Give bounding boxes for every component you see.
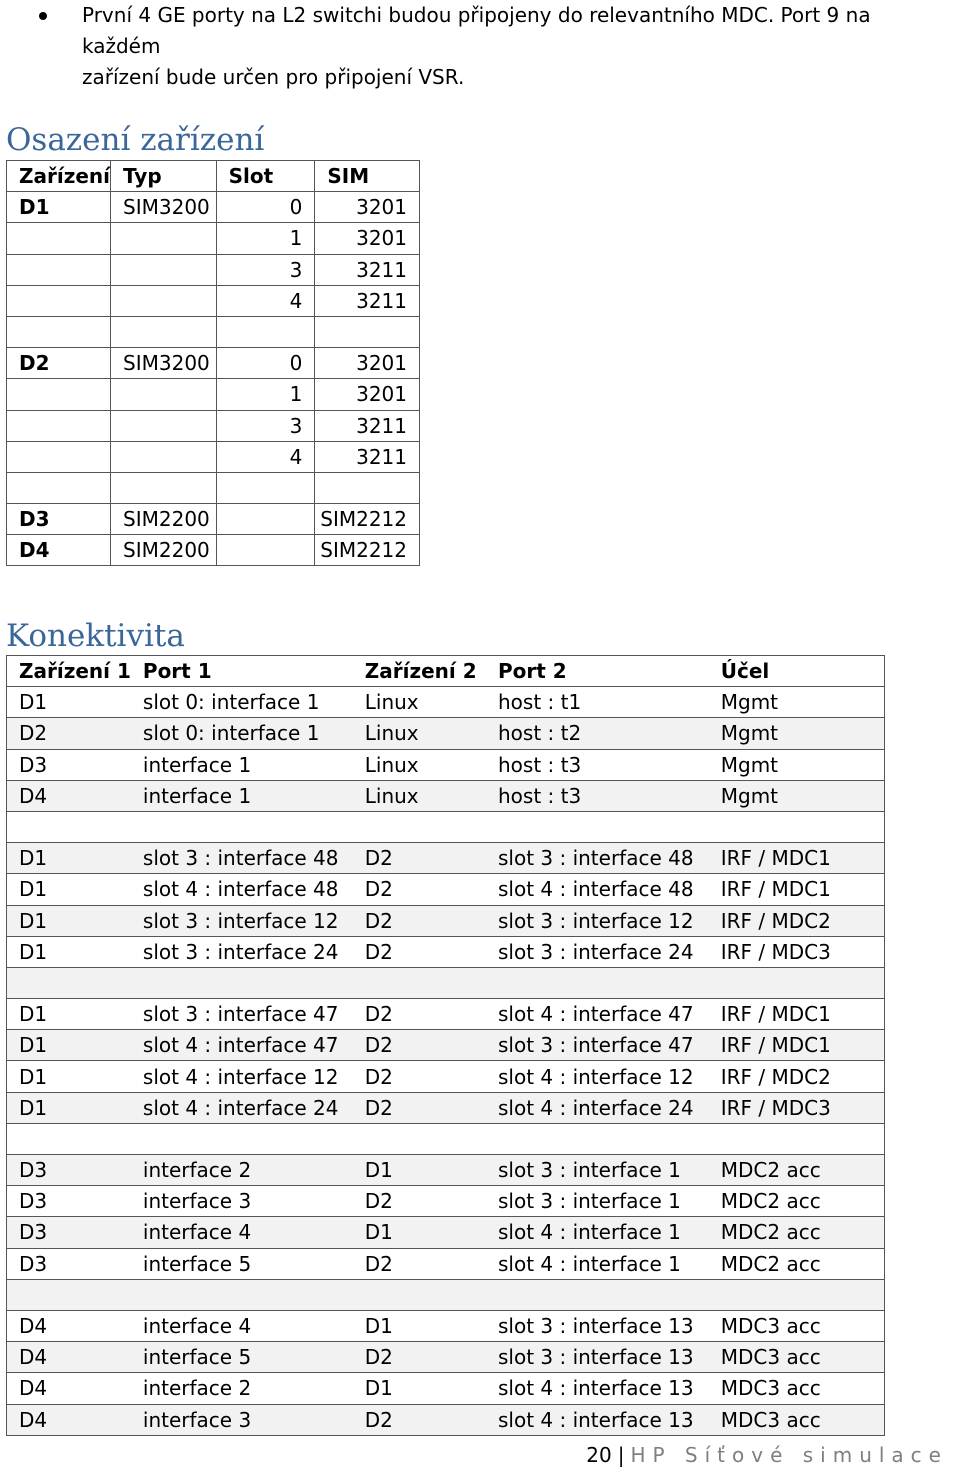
equipment-table bbox=[6, 160, 420, 566]
connectivity-cell-device2: Linux bbox=[353, 718, 486, 749]
equipment-cell-type bbox=[111, 472, 217, 503]
equipment-cell-sim: 3211 bbox=[315, 254, 420, 285]
connectivity-cell-port2: slot 4 : interface 12 bbox=[486, 1061, 709, 1092]
connectivity-cell-port1: slot 0: interface 1 bbox=[131, 687, 353, 718]
connectivity-cell-port1: interface 2 bbox=[131, 1155, 353, 1186]
connectivity-header-port1: Port 1 bbox=[131, 656, 353, 687]
connectivity-cell-port2: slot 3 : interface 13 bbox=[486, 1310, 709, 1341]
connectivity-cell-purpose: IRF / MDC1 bbox=[709, 874, 885, 905]
equipment-header-slot: Slot bbox=[216, 161, 315, 192]
connectivity-row bbox=[7, 843, 885, 874]
footer-document-title: HP Síťové simulace bbox=[630, 1443, 948, 1467]
connectivity-cell-port1: interface 4 bbox=[131, 1310, 353, 1341]
equipment-cell-slot: 0 bbox=[216, 348, 315, 379]
connectivity-cell-device2: Linux bbox=[353, 780, 486, 811]
connectivity-cell-port1: slot 3 : interface 24 bbox=[131, 936, 353, 967]
connectivity-cell-port1: slot 4 : interface 48 bbox=[131, 874, 353, 905]
connectivity-row bbox=[7, 999, 885, 1030]
connectivity-row bbox=[7, 1030, 885, 1061]
equipment-cell-sim bbox=[315, 472, 420, 503]
equipment-cell-slot bbox=[216, 535, 315, 566]
equipment-cell-type: SIM3200 bbox=[111, 192, 217, 223]
connectivity-cell-port2: slot 4 : interface 47 bbox=[486, 999, 709, 1030]
connectivity-cell-port2: slot 4 : interface 24 bbox=[486, 1092, 709, 1123]
page-number: 20 bbox=[586, 1443, 612, 1467]
equipment-cell-device bbox=[7, 254, 111, 285]
connectivity-cell-port2: slot 3 : interface 24 bbox=[486, 936, 709, 967]
connectivity-cell-device1: D1 bbox=[7, 1061, 131, 1092]
equipment-cell-slot bbox=[216, 472, 315, 503]
connectivity-cell-device1 bbox=[7, 1123, 131, 1154]
connectivity-cell-port1 bbox=[131, 1279, 353, 1310]
connectivity-cell-port2: host : t2 bbox=[486, 718, 709, 749]
connectivity-row bbox=[7, 1342, 885, 1373]
connectivity-cell-port1: interface 4 bbox=[131, 1217, 353, 1248]
equipment-header-device: Zařízení bbox=[7, 161, 111, 192]
connectivity-header-purpose: Účel bbox=[709, 656, 885, 687]
equipment-cell-sim: 3211 bbox=[315, 410, 420, 441]
connectivity-cell-device1: D3 bbox=[7, 1217, 131, 1248]
equipment-cell-slot bbox=[216, 316, 315, 347]
equipment-cell-device bbox=[7, 316, 111, 347]
equipment-cell-sim: 3201 bbox=[315, 379, 420, 410]
equipment-cell-sim: 3201 bbox=[315, 223, 420, 254]
connectivity-cell-device2: D2 bbox=[353, 874, 486, 905]
connectivity-cell-purpose: MDC3 acc bbox=[709, 1310, 885, 1341]
connectivity-cell-device1: D1 bbox=[7, 1030, 131, 1061]
equipment-row bbox=[7, 223, 420, 254]
connectivity-cell-device1 bbox=[7, 967, 131, 998]
connectivity-cell-port2 bbox=[486, 1279, 709, 1310]
equipment-row bbox=[7, 472, 420, 503]
connectivity-cell-purpose: Mgmt bbox=[709, 687, 885, 718]
connectivity-cell-device2: D2 bbox=[353, 1342, 486, 1373]
connectivity-cell-purpose: Mgmt bbox=[709, 749, 885, 780]
equipment-cell-sim: 3211 bbox=[315, 285, 420, 316]
equipment-cell-device: D3 bbox=[7, 504, 111, 535]
connectivity-cell-purpose: MDC2 acc bbox=[709, 1186, 885, 1217]
equipment-cell-type: SIM3200 bbox=[111, 348, 217, 379]
equipment-row bbox=[7, 254, 420, 285]
equipment-cell-type bbox=[111, 441, 217, 472]
connectivity-row bbox=[7, 718, 885, 749]
connectivity-cell-device2: D2 bbox=[353, 1186, 486, 1217]
connectivity-cell-device1 bbox=[7, 1279, 131, 1310]
equipment-cell-slot: 0 bbox=[216, 192, 315, 223]
connectivity-cell-port1: slot 4 : interface 47 bbox=[131, 1030, 353, 1061]
connectivity-cell-device2: Linux bbox=[353, 749, 486, 780]
connectivity-header-row bbox=[7, 656, 885, 687]
connectivity-cell-port1: slot 3 : interface 48 bbox=[131, 843, 353, 874]
connectivity-cell-device2 bbox=[353, 811, 486, 842]
equipment-cell-device bbox=[7, 472, 111, 503]
connectivity-cell-device2: D2 bbox=[353, 1404, 486, 1435]
equipment-cell-sim: 3201 bbox=[315, 192, 420, 223]
connectivity-cell-device2: D2 bbox=[353, 1061, 486, 1092]
connectivity-cell-port1: interface 5 bbox=[131, 1248, 353, 1279]
connectivity-cell-device1: D3 bbox=[7, 1155, 131, 1186]
equipment-cell-device bbox=[7, 410, 111, 441]
connectivity-row bbox=[7, 780, 885, 811]
bullet-dot-icon bbox=[39, 12, 47, 20]
connectivity-cell-port1: slot 4 : interface 12 bbox=[131, 1061, 353, 1092]
equipment-cell-slot: 1 bbox=[216, 379, 315, 410]
connectivity-cell-port2: slot 3 : interface 1 bbox=[486, 1155, 709, 1186]
equipment-row bbox=[7, 410, 420, 441]
connectivity-cell-purpose: MDC2 acc bbox=[709, 1248, 885, 1279]
connectivity-cell-purpose: IRF / MDC1 bbox=[709, 843, 885, 874]
connectivity-cell-device2: D2 bbox=[353, 999, 486, 1030]
connectivity-row bbox=[7, 749, 885, 780]
connectivity-cell-port1: slot 0: interface 1 bbox=[131, 718, 353, 749]
connectivity-row bbox=[7, 1092, 885, 1123]
connectivity-cell-device1: D1 bbox=[7, 874, 131, 905]
connectivity-cell-port2: slot 3 : interface 1 bbox=[486, 1186, 709, 1217]
connectivity-cell-port2: slot 3 : interface 13 bbox=[486, 1342, 709, 1373]
connectivity-cell-purpose: MDC2 acc bbox=[709, 1217, 885, 1248]
equipment-cell-device bbox=[7, 441, 111, 472]
connectivity-row bbox=[7, 874, 885, 905]
connectivity-row bbox=[7, 687, 885, 718]
equipment-row bbox=[7, 441, 420, 472]
connectivity-cell-device1: D4 bbox=[7, 1404, 131, 1435]
connectivity-cell-purpose: MDC2 acc bbox=[709, 1155, 885, 1186]
connectivity-cell-device1: D4 bbox=[7, 1310, 131, 1341]
connectivity-cell-device1: D1 bbox=[7, 999, 131, 1030]
connectivity-cell-purpose: IRF / MDC1 bbox=[709, 1030, 885, 1061]
connectivity-cell-device1: D4 bbox=[7, 780, 131, 811]
equipment-cell-slot: 3 bbox=[216, 254, 315, 285]
connectivity-cell-purpose bbox=[709, 1123, 885, 1154]
connectivity-cell-device2 bbox=[353, 967, 486, 998]
connectivity-cell-port2: slot 4 : interface 13 bbox=[486, 1404, 709, 1435]
connectivity-cell-port2: host : t3 bbox=[486, 749, 709, 780]
connectivity-cell-purpose: IRF / MDC3 bbox=[709, 936, 885, 967]
connectivity-cell-device1: D3 bbox=[7, 749, 131, 780]
connectivity-cell-purpose: IRF / MDC3 bbox=[709, 1092, 885, 1123]
connectivity-cell-purpose: MDC3 acc bbox=[709, 1373, 885, 1404]
footer-separator: | bbox=[617, 1443, 625, 1467]
equipment-cell-device: D4 bbox=[7, 535, 111, 566]
connectivity-cell-port1: slot 3 : interface 12 bbox=[131, 905, 353, 936]
equipment-cell-slot bbox=[216, 504, 315, 535]
equipment-cell-slot: 1 bbox=[216, 223, 315, 254]
connectivity-table bbox=[6, 655, 885, 1436]
page-footer bbox=[586, 1442, 948, 1468]
equipment-cell-sim: 3201 bbox=[315, 348, 420, 379]
connectivity-cell-device2: D1 bbox=[353, 1217, 486, 1248]
connectivity-cell-device2 bbox=[353, 1279, 486, 1310]
connectivity-header-device1: Zařízení 1 bbox=[7, 656, 131, 687]
equipment-cell-sim: SIM2212 bbox=[315, 535, 420, 566]
connectivity-row bbox=[7, 1248, 885, 1279]
equipment-cell-device bbox=[7, 379, 111, 410]
equipment-row bbox=[7, 379, 420, 410]
connectivity-cell-port1: interface 5 bbox=[131, 1342, 353, 1373]
connectivity-cell-purpose: IRF / MDC1 bbox=[709, 999, 885, 1030]
equipment-cell-slot: 4 bbox=[216, 441, 315, 472]
connectivity-cell-port1: interface 3 bbox=[131, 1186, 353, 1217]
equipment-cell-type bbox=[111, 285, 217, 316]
connectivity-cell-port2: slot 3 : interface 48 bbox=[486, 843, 709, 874]
connectivity-cell-device2: Linux bbox=[353, 687, 486, 718]
equipment-cell-sim: SIM2212 bbox=[315, 504, 420, 535]
connectivity-cell-device2: D2 bbox=[353, 1092, 486, 1123]
connectivity-row bbox=[7, 1186, 885, 1217]
connectivity-cell-purpose: MDC3 acc bbox=[709, 1342, 885, 1373]
connectivity-cell-device2: D2 bbox=[353, 1248, 486, 1279]
connectivity-cell-device2 bbox=[353, 1123, 486, 1154]
equipment-cell-device bbox=[7, 223, 111, 254]
connectivity-cell-device1: D3 bbox=[7, 1186, 131, 1217]
connectivity-cell-port1: interface 1 bbox=[131, 749, 353, 780]
connectivity-cell-port2 bbox=[486, 811, 709, 842]
equipment-header-row bbox=[7, 161, 420, 192]
equipment-row bbox=[7, 285, 420, 316]
equipment-cell-type bbox=[111, 254, 217, 285]
equipment-row bbox=[7, 348, 420, 379]
equipment-cell-device bbox=[7, 285, 111, 316]
connectivity-header-device2: Zařízení 2 bbox=[353, 656, 486, 687]
connectivity-cell-device1: D4 bbox=[7, 1373, 131, 1404]
connectivity-cell-port2: host : t3 bbox=[486, 780, 709, 811]
connectivity-row bbox=[7, 1155, 885, 1186]
connectivity-cell-port1: interface 3 bbox=[131, 1404, 353, 1435]
equipment-cell-slot: 4 bbox=[216, 285, 315, 316]
connectivity-cell-port2: slot 4 : interface 48 bbox=[486, 874, 709, 905]
connectivity-cell-device1 bbox=[7, 811, 131, 842]
connectivity-cell-device1: D1 bbox=[7, 687, 131, 718]
bullet-text-line2: zařízení bude určen pro připojení VSR. bbox=[82, 65, 465, 89]
connectivity-cell-port1 bbox=[131, 811, 353, 842]
connectivity-row bbox=[7, 936, 885, 967]
connectivity-header-port2: Port 2 bbox=[486, 656, 709, 687]
connectivity-heading: Konektivita bbox=[6, 618, 185, 654]
connectivity-row bbox=[7, 1061, 885, 1092]
connectivity-cell-device2: D2 bbox=[353, 905, 486, 936]
connectivity-cell-port1: slot 3 : interface 47 bbox=[131, 999, 353, 1030]
equipment-cell-device: D1 bbox=[7, 192, 111, 223]
connectivity-cell-port2 bbox=[486, 967, 709, 998]
connectivity-cell-port1: slot 4 : interface 24 bbox=[131, 1092, 353, 1123]
connectivity-cell-purpose bbox=[709, 811, 885, 842]
connectivity-cell-port2: slot 4 : interface 1 bbox=[486, 1217, 709, 1248]
connectivity-cell-purpose bbox=[709, 1279, 885, 1310]
bullet-item bbox=[42, 0, 942, 93]
connectivity-cell-device2: D2 bbox=[353, 936, 486, 967]
connectivity-cell-purpose: IRF / MDC2 bbox=[709, 905, 885, 936]
equipment-cell-type bbox=[111, 316, 217, 347]
connectivity-cell-device1: D1 bbox=[7, 843, 131, 874]
equipment-cell-type: SIM2200 bbox=[111, 504, 217, 535]
connectivity-cell-purpose: IRF / MDC2 bbox=[709, 1061, 885, 1092]
connectivity-cell-device1: D3 bbox=[7, 1248, 131, 1279]
connectivity-cell-purpose: Mgmt bbox=[709, 718, 885, 749]
connectivity-row bbox=[7, 1310, 885, 1341]
equipment-cell-type bbox=[111, 410, 217, 441]
connectivity-row bbox=[7, 1217, 885, 1248]
equipment-row bbox=[7, 316, 420, 347]
connectivity-cell-device1: D2 bbox=[7, 718, 131, 749]
connectivity-cell-device2: D1 bbox=[353, 1310, 486, 1341]
equipment-cell-type bbox=[111, 379, 217, 410]
connectivity-row bbox=[7, 967, 885, 998]
connectivity-cell-port2: host : t1 bbox=[486, 687, 709, 718]
equipment-cell-sim bbox=[315, 316, 420, 347]
connectivity-cell-port1: interface 1 bbox=[131, 780, 353, 811]
connectivity-cell-device2: D2 bbox=[353, 1030, 486, 1061]
connectivity-cell-port1 bbox=[131, 967, 353, 998]
connectivity-row bbox=[7, 1373, 885, 1404]
connectivity-row bbox=[7, 1279, 885, 1310]
equipment-cell-type bbox=[111, 223, 217, 254]
equipment-cell-type: SIM2200 bbox=[111, 535, 217, 566]
connectivity-cell-port1: interface 2 bbox=[131, 1373, 353, 1404]
connectivity-cell-device2: D1 bbox=[353, 1155, 486, 1186]
equipment-cell-device: D2 bbox=[7, 348, 111, 379]
equipment-row bbox=[7, 535, 420, 566]
connectivity-cell-port1 bbox=[131, 1123, 353, 1154]
equipment-cell-slot: 3 bbox=[216, 410, 315, 441]
connectivity-cell-purpose: MDC3 acc bbox=[709, 1404, 885, 1435]
connectivity-cell-port2: slot 4 : interface 13 bbox=[486, 1373, 709, 1404]
connectivity-cell-device1: D1 bbox=[7, 1092, 131, 1123]
connectivity-cell-device1: D1 bbox=[7, 905, 131, 936]
equipment-heading: Osazení zařízení bbox=[6, 122, 265, 158]
connectivity-cell-port2 bbox=[486, 1123, 709, 1154]
bullet-text-line1: První 4 GE porty na L2 switchi budou připojeny do relevantního MDC. Port 9 na každém bbox=[82, 3, 871, 58]
connectivity-cell-port2: slot 4 : interface 1 bbox=[486, 1248, 709, 1279]
connectivity-row bbox=[7, 811, 885, 842]
connectivity-cell-purpose bbox=[709, 967, 885, 998]
connectivity-row bbox=[7, 1123, 885, 1154]
connectivity-cell-device2: D2 bbox=[353, 843, 486, 874]
connectivity-cell-purpose: Mgmt bbox=[709, 780, 885, 811]
connectivity-cell-device2: D1 bbox=[353, 1373, 486, 1404]
equipment-header-sim: SIM bbox=[315, 161, 420, 192]
connectivity-cell-device1: D4 bbox=[7, 1342, 131, 1373]
connectivity-row bbox=[7, 1404, 885, 1435]
equipment-header-type: Typ bbox=[111, 161, 217, 192]
connectivity-cell-port2: slot 3 : interface 47 bbox=[486, 1030, 709, 1061]
equipment-row bbox=[7, 192, 420, 223]
equipment-row bbox=[7, 504, 420, 535]
connectivity-cell-device1: D1 bbox=[7, 936, 131, 967]
connectivity-row bbox=[7, 905, 885, 936]
connectivity-cell-port2: slot 3 : interface 12 bbox=[486, 905, 709, 936]
equipment-cell-sim: 3211 bbox=[315, 441, 420, 472]
